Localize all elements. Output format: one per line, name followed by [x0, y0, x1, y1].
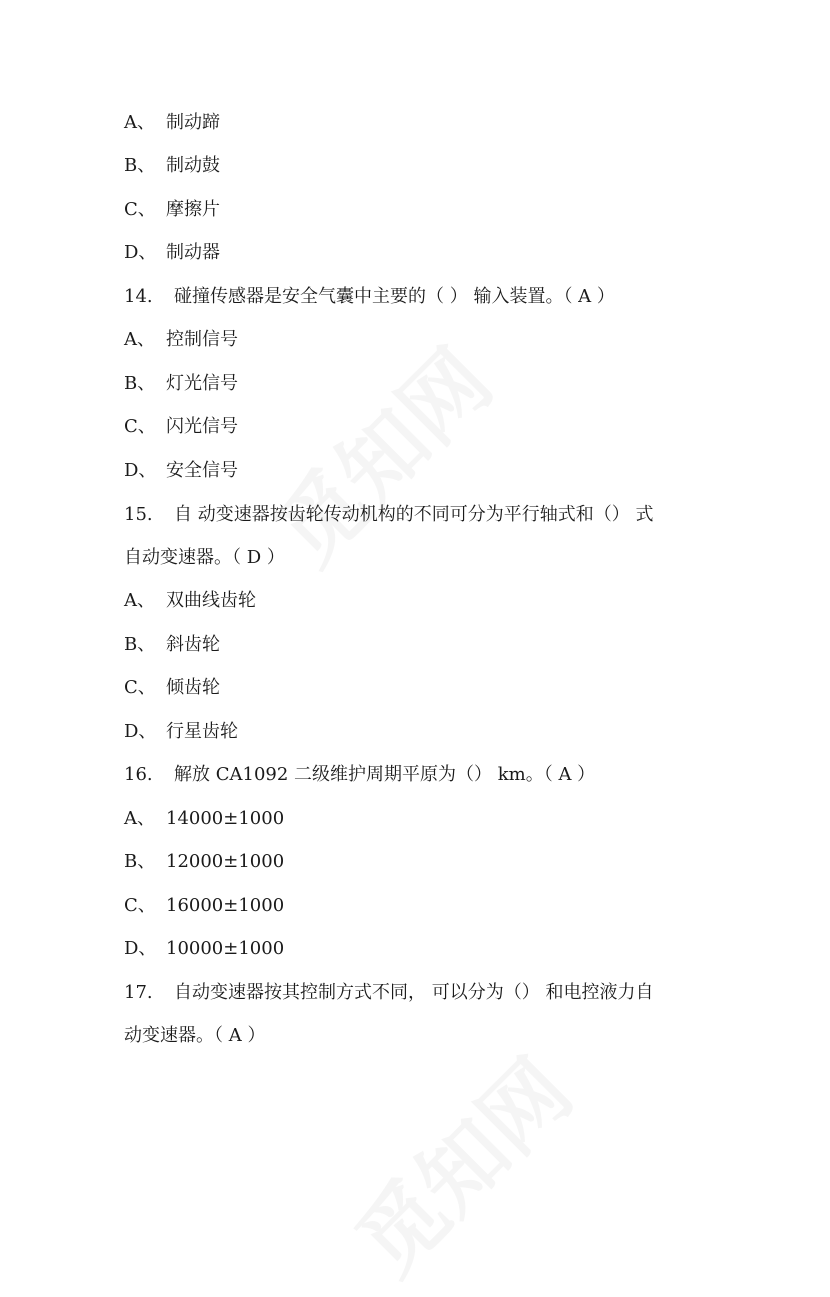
option-line: B、 灯光信号 [124, 373, 238, 394]
option-line: B、 12000±1000 [124, 851, 285, 872]
question-continuation: 动变速器。（ A ） [124, 1025, 266, 1046]
question-line: 15. 自 动变速器按齿轮传动机构的不同可分为平行轴式和（） 式 [124, 504, 654, 525]
option-line: C、 摩擦片 [124, 199, 220, 220]
option-line: B、 斜齿轮 [124, 634, 220, 655]
option-line: B、 制动鼓 [124, 155, 220, 176]
option-line: D、 制动器 [124, 242, 220, 263]
option-line: C、 16000±1000 [124, 895, 285, 916]
question-line: 16. 解放 CA1092 二级维护周期平原为（） km。（ A ） [124, 764, 596, 785]
option-line: A、 双曲线齿轮 [124, 590, 256, 611]
question-continuation: 自动变速器。（ D ） [124, 547, 285, 568]
option-line: C、 倾齿轮 [124, 677, 220, 698]
question-line: 17. 自动变速器按其控制方式不同， 可以分为（） 和电控液力自 [124, 982, 654, 1003]
question-line: 14. 碰撞传感器是安全气囊中主要的（ ） 输入装置。（ A ） [124, 286, 615, 307]
option-line: A、 控制信号 [124, 329, 238, 350]
option-line: D、 行星齿轮 [124, 721, 238, 742]
option-line: D、 10000±1000 [124, 938, 285, 959]
option-line: C、 闪光信号 [124, 416, 238, 437]
option-line: D、 安全信号 [124, 460, 238, 481]
option-line: A、 14000±1000 [124, 808, 285, 829]
option-line: A、 制动蹄 [124, 112, 220, 133]
watermark-logo [324, 1027, 594, 1297]
